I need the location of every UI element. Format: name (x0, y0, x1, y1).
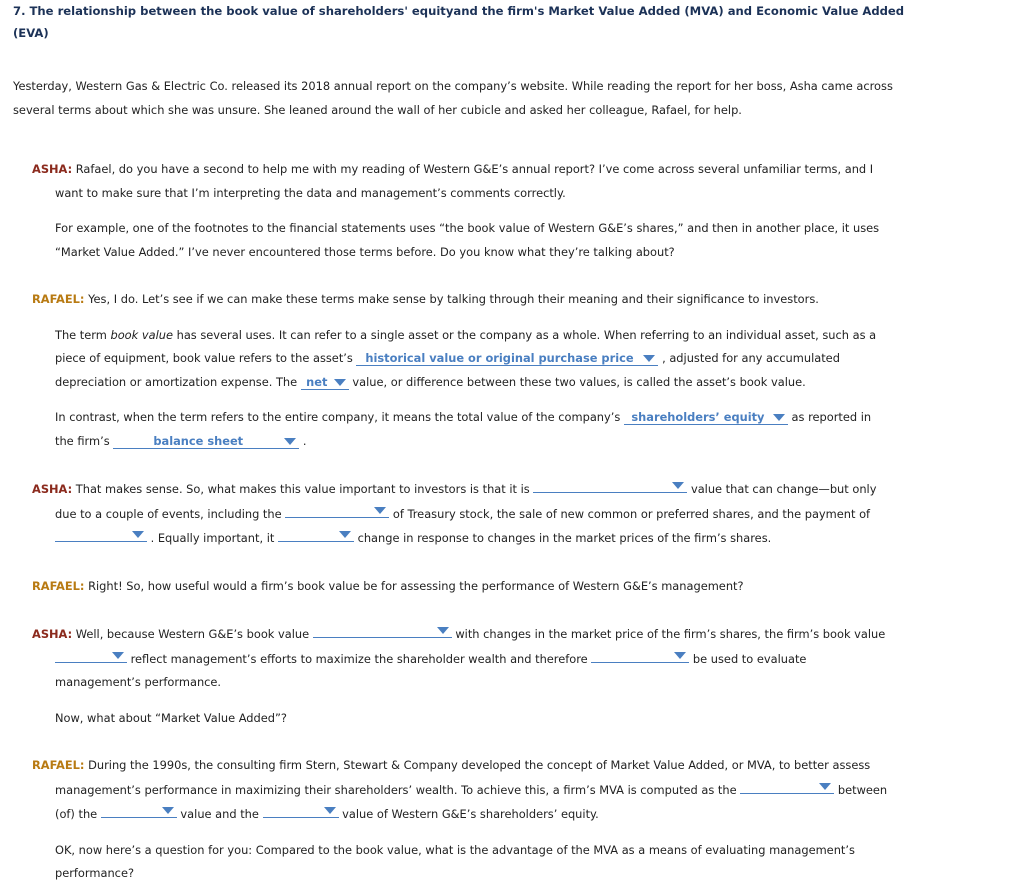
text: Well, because Western G&E’s book value (72, 627, 313, 641)
speaker-asha: ASHA: (32, 627, 73, 641)
dialogue-asha (13, 622, 1024, 695)
text: value, or difference between these two values, is called the asset’s book value. (348, 374, 806, 389)
text: . (299, 433, 307, 448)
answer-dropdown-6[interactable] (285, 502, 389, 518)
paragraph (13, 324, 1024, 395)
text-line (13, 99, 1024, 123)
text-line (55, 707, 1024, 731)
chevron-down-icon (339, 531, 351, 538)
text-line (32, 526, 1024, 551)
speaker-rafael: RAFAEL: (32, 292, 85, 306)
chevron-down-icon (819, 783, 831, 790)
dropdown-selected-value: net (306, 374, 328, 389)
text-line (32, 502, 1024, 527)
text: be used to evaluate (689, 651, 807, 666)
text: For example, one of the footnotes to the financial statements uses “the book value of Western G&E’s shares,” and then in another place, it uses (55, 221, 880, 235)
chevron-down-icon (324, 807, 336, 814)
text: between (834, 782, 888, 797)
text: OK, now here’s a question for you: Compared to the book value, what is the advantage of the MVA as a means of evaluating management’s (55, 842, 855, 857)
question-body (13, 75, 1024, 886)
text-line (32, 288, 1024, 312)
chevron-down-icon (643, 355, 655, 362)
text: has several uses. It can refer to a single asset or the company as a whole. When referring to an individual asset, such as a (172, 327, 877, 342)
text-line (55, 347, 1024, 371)
text: In contrast, when the term refers to the entire company, it means the total value of the company’s (55, 410, 624, 424)
answer-dropdown-2[interactable] (301, 374, 349, 390)
text: That makes sense. So, what makes this value important to investors is that it is (72, 482, 534, 496)
text-line (55, 371, 1024, 395)
text-line (32, 647, 1024, 672)
chevron-down-icon (374, 507, 386, 514)
chevron-down-icon (132, 531, 144, 538)
answer-dropdown-5[interactable] (533, 477, 687, 493)
text: . Equally important, it (147, 531, 278, 545)
text: reflect management’s efforts to maximize the shareholder wealth and therefore (127, 651, 592, 666)
text: depreciation or amortization expense. The (55, 374, 301, 389)
text-line (32, 158, 1024, 182)
paragraph (13, 217, 1024, 264)
text-line (55, 217, 1024, 241)
text: change in response to changes in the market prices of the firm’s shares. (353, 531, 772, 545)
text: , adjusted for any accumulated (658, 351, 840, 365)
text: the firm’s (55, 433, 114, 448)
dropdown-selected-value: historical value or original purchase price (365, 351, 634, 365)
text-line (13, 75, 1024, 99)
dialogue-rafael (13, 575, 1024, 599)
text: with changes in the market price of the firm’s shares, the firm’s book value (451, 627, 886, 641)
text: “Market Value Added.” I’ve never encountered those terms before. Do you know what they’re talking about? (55, 244, 675, 259)
text: as reported in (787, 410, 872, 424)
dialogue-rafael (13, 754, 1024, 827)
text-line (32, 778, 1024, 803)
text-line (32, 802, 1024, 827)
dialogue-asha (13, 158, 1024, 205)
text: due to a couple of events, including the (55, 506, 286, 521)
chevron-down-icon (773, 414, 785, 421)
chevron-down-icon (674, 652, 686, 659)
text: Right! So, how useful would a firm’s book value be for assessing the performance of Western G&E’s management? (84, 578, 744, 593)
answer-dropdown-1[interactable] (356, 350, 658, 366)
text-line (32, 671, 1024, 695)
paragraph (13, 707, 1024, 731)
text: several terms about which she was unsure. She leaned around the wall of her cubicle and asked her colleague, Rafael, for help. (13, 102, 742, 117)
text: (of) the (55, 807, 101, 821)
answer-dropdown-10[interactable] (55, 647, 127, 663)
speaker-rafael: RAFAEL: (32, 578, 85, 593)
text: performance? (55, 866, 134, 880)
text-line (32, 754, 1024, 778)
answer-dropdown-12[interactable] (740, 778, 834, 794)
paragraph (13, 839, 1024, 886)
answer-dropdown-11[interactable] (591, 647, 689, 663)
dropdown-selected-value: shareholders’ equity (631, 410, 765, 424)
answer-dropdown-7[interactable] (55, 526, 147, 542)
chevron-down-icon (334, 379, 346, 386)
text: management’s performance in maximizing their shareholders’ wealth. To achieve this, a firm’s MVA is computed as the (55, 782, 741, 797)
dialogue-rafael (13, 288, 1024, 312)
chevron-down-icon (162, 807, 174, 814)
answer-dropdown-3[interactable] (624, 409, 788, 425)
text: Yes, I do. Let’s see if we can make these terms make sense by talking through their meaning and their significance to investors. (84, 292, 819, 306)
text: piece of equipment, book value refers to the asset’s (55, 351, 357, 365)
question-title: 7. The relationship between the book value of shareholders' equityand the firm's Market Value Added (MVA) and Economic Value Added (EVA) (13, 4, 905, 40)
text-line (32, 575, 1024, 599)
speaker-rafael: RAFAEL: (32, 758, 85, 772)
text: value that can change—but only (687, 482, 877, 496)
chevron-down-icon (437, 627, 449, 634)
chevron-down-icon (112, 652, 124, 659)
text-line (55, 406, 1024, 430)
text-line (55, 241, 1024, 265)
text-line (32, 182, 1024, 206)
dialogue-asha (13, 477, 1024, 551)
text-line (55, 430, 1024, 454)
answer-dropdown-9[interactable] (313, 622, 452, 638)
paragraph (13, 406, 1024, 453)
answer-dropdown-14[interactable] (263, 802, 339, 818)
text: Now, what about “Market Value Added”? (55, 710, 287, 725)
text: value and the (176, 807, 263, 821)
text: Rafael, do you have a second to help me with my reading of Western G&E’s annual report? I’ve come across several unfamiliar terms, and I (72, 162, 874, 176)
text: management’s performance. (55, 675, 222, 689)
text: want to make sure that I’m interpreting the data and management’s comments correctly. (55, 185, 566, 200)
text-line (55, 324, 1024, 348)
text: of Treasury stock, the sale of new common or preferred shares, and the payment of (389, 506, 871, 521)
text-line (32, 622, 1024, 647)
dropdown-selected-value: balance sheet (153, 433, 244, 448)
speaker-asha: ASHA: (32, 162, 73, 176)
italic-term: book value (110, 327, 173, 342)
chevron-down-icon (672, 482, 684, 489)
text: Yesterday, Western Gas & Electric Co. released its 2018 annual report on the company’s website. While reading the report for her boss, Asha came across (13, 79, 893, 93)
speaker-asha: ASHA: (32, 482, 73, 496)
paragraph (13, 75, 1024, 122)
answer-dropdown-13[interactable] (101, 802, 177, 818)
text: During the 1990s, the consulting firm Stern, Stewart & Company developed the concept of Market Value Added, or MVA, to better assess (84, 758, 871, 772)
text: The term (55, 327, 111, 342)
text-line (32, 477, 1024, 502)
answer-dropdown-4[interactable] (113, 433, 299, 449)
chevron-down-icon (284, 438, 296, 445)
text-line (55, 839, 1024, 863)
answer-dropdown-8[interactable] (278, 526, 354, 542)
text: value of Western G&E’s shareholders’ equity. (338, 807, 599, 821)
